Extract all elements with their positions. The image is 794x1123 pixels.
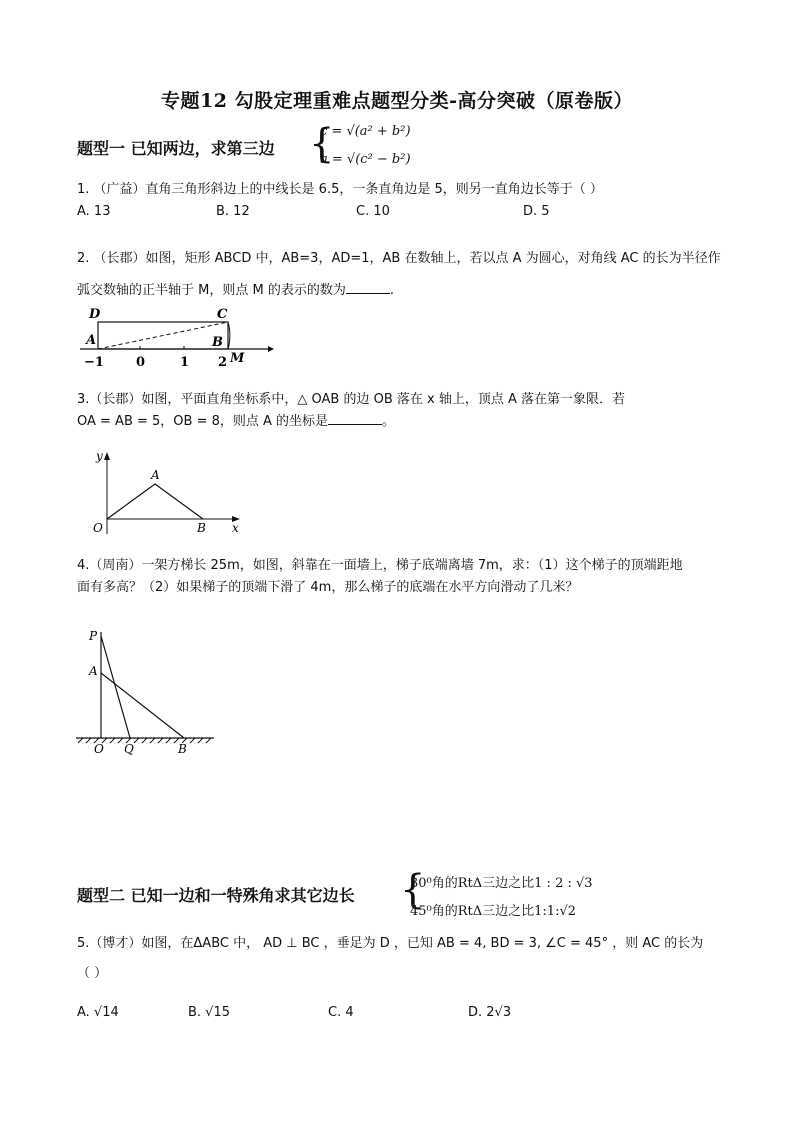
q5-option-b[interactable]: B. √15 (188, 1005, 231, 1020)
question-3-line-1: 3.（长郡）如图，平面直角坐标系中，△ OAB 的边 OB 落在 x 轴上，顶点 A 落在第一象限．若 (77, 392, 626, 407)
label-o: O (93, 521, 103, 535)
label-d: D (89, 307, 101, 322)
page-title: 专题12 勾股定理重难点题型分类-高分突破（原卷版） (161, 90, 633, 112)
label-a: A (151, 468, 160, 482)
question-4-line-2: 面有多高？（2）如果梯子的顶端下滑了 4m，那么梯子的底端在水平方向滑动了几米？ (77, 580, 579, 595)
section-1-heading: 题型一 已知两边，求第三边 (77, 139, 275, 158)
tick-label-0: 0 (136, 355, 146, 370)
q1-option-c[interactable]: C. 10 (356, 204, 390, 219)
question-1-text: 1. （广益）直角三角形斜边上的中线长是 6.5，一条直角边是 5，则另一直角边长等于（ ） (77, 182, 603, 197)
label-a: A (89, 664, 98, 678)
label-a: A (86, 333, 97, 348)
diagonal-ac (98, 322, 228, 349)
q2-line2-end: . (389, 283, 394, 298)
question-2-line-2 (77, 279, 394, 301)
label-p: P (89, 629, 98, 643)
answer-blank[interactable] (346, 279, 390, 294)
label-q: Q (124, 742, 134, 756)
tick-label-1: 1 (180, 355, 190, 370)
brace-icon: { (400, 867, 426, 913)
question-5-line-1: 5.（博才）如图，在ΔABC 中， AD ⊥ BC ，垂足为 D ，已知 AB = 4, BD = 3, ∠C = 45° ，则 AC 的长为 (77, 936, 704, 951)
q2-line2-text: 弧交数轴的正半轴于 M，则点 M 的表示的数为 (77, 283, 346, 298)
q1-option-d[interactable]: D. 5 (523, 204, 550, 219)
triangle-oab (107, 484, 203, 519)
brace-icon: { (309, 121, 335, 167)
label-y: y (96, 449, 103, 463)
q1-option-b[interactable]: B. 12 (216, 204, 250, 219)
ladder-ab (101, 673, 184, 738)
q5-option-c[interactable]: C. 4 (328, 1005, 354, 1020)
q3-figure-coordinate (86, 446, 256, 538)
ratio-45-degree: 45⁰角的RtΔ三边之比1:1:√2 (410, 904, 577, 919)
arrow-up-icon (104, 452, 110, 460)
label-m: M (230, 351, 245, 366)
q2-figure-number-line (76, 304, 276, 370)
label-x: x (232, 521, 239, 535)
q5-option-d[interactable]: D. 2√3 (468, 1005, 512, 1020)
arrow-right-icon (268, 346, 274, 352)
question-5-line-2: （ ） (77, 966, 108, 981)
label-b: B (197, 521, 206, 535)
formula-a: a = √(c² − b²) (320, 152, 411, 167)
label-b: B (212, 335, 223, 350)
q1-option-a[interactable]: A. 13 (77, 204, 111, 219)
q4-figure-ladder (74, 626, 224, 756)
label-c: C (217, 307, 228, 322)
label-o: O (94, 742, 104, 756)
ladder-pq (101, 636, 130, 738)
question-4-line-1: 4.（周南）一架方梯长 25m，如图，斜靠在一面墙上，梯子底端离墙 7m，求：（1）这个梯子的顶端距地 (77, 558, 683, 573)
tick-label-2: 2 (218, 355, 228, 370)
question-2-line-1: 2. （长郡）如图，矩形 ABCD 中，AB=3，AD=1，AB 在数轴上，若以点 A 为圆心，对角线 AC 的长为半径作 (77, 251, 721, 266)
tick-label-neg1: −1 (84, 355, 104, 370)
ratio-30-degree: 30⁰角的RtΔ三边之比1 : 2 : √3 (410, 876, 593, 891)
label-b: B (178, 742, 187, 756)
formula-c: c = √(a² + b²) (320, 124, 411, 139)
q5-option-a[interactable]: A. √14 (77, 1005, 119, 1020)
question-3-line-2 (77, 410, 395, 432)
q3-line2-end: 。 (382, 414, 396, 429)
answer-blank[interactable] (328, 410, 382, 425)
q3-line2-text: OA = AB = 5，OB = 8，则点 A 的坐标是 (77, 414, 329, 429)
section-2-heading: 题型二 已知一边和一特殊角求其它边长 (77, 886, 355, 905)
